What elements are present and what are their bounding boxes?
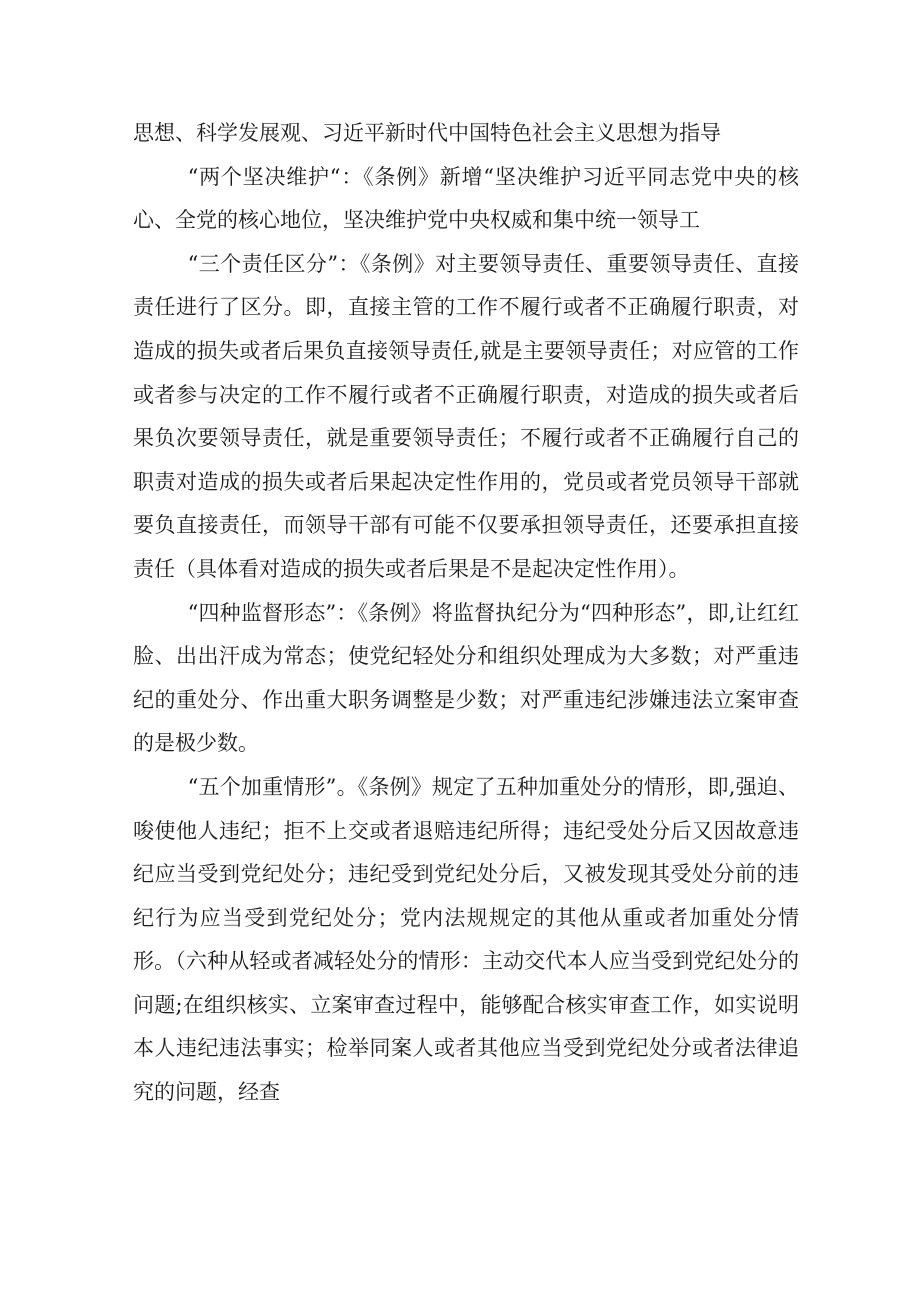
paragraph-guiding-thought: 思想、科学发展观、习近平新时代中国特色社会主义思想为指导 bbox=[133, 121, 721, 145]
paragraph-two-resolute-safeguards: “两个坚决维护“：《条例》新增“坚决维护习近平同志党中央的核心、全党的核心地位，坚决维护党中央权威和集中统一领导工 bbox=[133, 164, 799, 233]
paragraph-five-aggravating-circumstances: “五个加重情形”。《条例》规定了五种加重处分的情形，即,强迫、唆使他人违纪；拒不上交或者退赔违纪所得；违纪受处分后又因故意违纪应当受到党纪处分；违纪受到党纪处分后，又被发现其受处分前的违纪行为应当受到党纪处分；党内法规规定的其他从重或者加重处分情形。（六种从轻或者减轻处分的情形：主动交代本人应当受到党纪处分的问题;在组织核实、立案审查过程中，能够配合核实审查工作，如实说明本人违纪违法事实；检举同案人或者其他应当受到党纪处分或者法律追究的问题，经查 bbox=[133, 774, 799, 1105]
paragraph-four-supervision-forms: “四种监督形态”：《条例》将监督执纪分为“四种形态”，即,让红红脸、出出汗成为常态；使党纪轻处分和组织处理成为大多数；对严重违纪的重处分、作出重大职务调整是少数；对严重违纪涉嫌违法立案审查的是极少数。 bbox=[133, 600, 799, 756]
document-body bbox=[133, 112, 799, 1115]
paragraph-three-responsibility-distinctions: “三个责任区分”：《条例》对主要领导责任、重要领导责任、直接责任进行了区分。即，直接主管的工作不履行或者不正确履行职责，对造成的损失或者后果负直接领导责任,就是主要领导责任；对应管的工作或者参与决定的工作不履行或者不正确履行职责，对造成的损失或者后果负次要领导责任，就是重要领导责任；不履行或者不正确履行自己的职责对造成的损失或者后果起决定性作用的，党员或者党员领导干部就要负直接责任，而领导干部有可能不仅要承担领导责任，还要承担直接责任（具体看对造成的损失或者后果是不是起决定性作用）。 bbox=[133, 251, 799, 581]
